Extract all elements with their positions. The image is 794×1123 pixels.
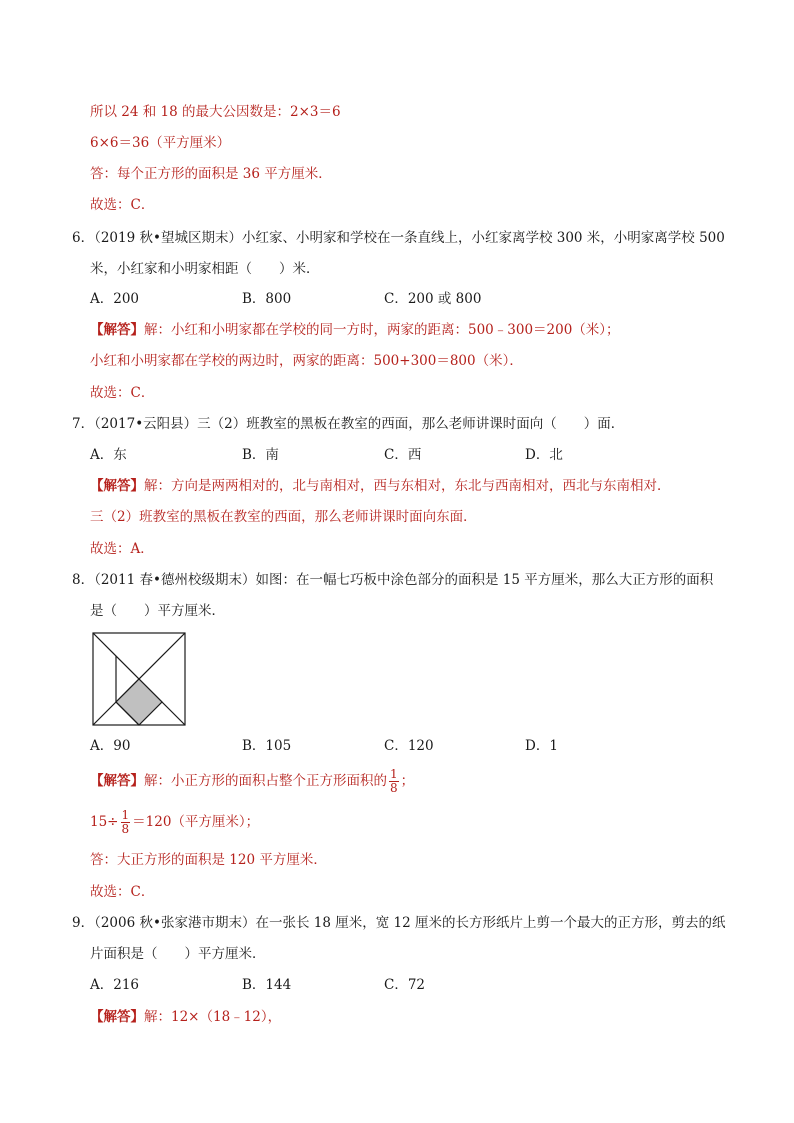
solution-line: 三（2）班教室的黑板在教室的西面，那么老师讲课时面向东面．: [90, 509, 477, 525]
option-a: A．216: [90, 977, 140, 993]
question-9-text: 9．（2006 秋•张家港市期末）在一张长 18 厘米，宽 12 厘米的长方形纸片上剪一个最大的正方形，剪去的纸: [72, 915, 726, 931]
fraction-numerator: 1: [390, 767, 398, 781]
answer-tag: 【解答】: [90, 322, 144, 338]
solution-line: 所以 24 和 18 的最大公因数是：2×3＝6: [90, 104, 341, 120]
option-c: C．西: [384, 447, 422, 463]
choice-line: 故选：C．: [90, 385, 155, 401]
option-a: A．90: [90, 738, 131, 754]
answer-tag: 【解答】: [90, 773, 144, 789]
answer-text: 解：小正方形的面积占整个正方形面积的: [144, 773, 387, 789]
solution-line: 6×6＝36（平方厘米）: [90, 135, 231, 151]
tangram-figure: [92, 632, 186, 726]
fraction-numerator: 1: [121, 808, 130, 822]
question-6-text-cont: 米，小红家和小明家相距（ ）米．: [90, 261, 320, 277]
option-b: B．105: [242, 738, 292, 754]
solution-line: [90, 807, 259, 837]
fraction: [389, 768, 399, 795]
solution-line: 答：每个正方形的面积是 36 平方厘米．: [90, 166, 332, 182]
option-d: D．1: [525, 738, 558, 754]
choice-line: 故选：A．: [90, 541, 154, 557]
answer-line: [90, 320, 620, 340]
question-8-text-cont: 是（ ）平方厘米．: [90, 603, 225, 619]
shaded-square: [116, 679, 162, 725]
option-c: C．72: [384, 977, 426, 993]
answer-text: 解：小红和小明家都在学校的同一方时，两家的距离：500﹣300＝200（米）；: [144, 322, 620, 338]
question-7-text: 7．（2017•云阳县）三（2）班教室的黑板在教室的西面，那么老师讲课时面向（ ）面．: [72, 416, 625, 432]
fraction-denominator: 8: [121, 822, 130, 836]
answer-line: [90, 766, 414, 796]
answer-tag: 【解答】: [90, 1009, 144, 1025]
piece-edge: [93, 702, 116, 725]
answer-line: [90, 1007, 281, 1027]
answer-text: 解：方向是两两相对的，北与南相对，西与东相对，东北与西南相对，西北与东南相对．: [144, 478, 671, 494]
choice-line: 故选：C．: [90, 197, 155, 213]
question-8-text: 8．（2011 春•德州校级期末）如图：在一幅七巧板中涂色部分的面积是 15 平方厘米，那么大正方形的面积: [72, 572, 714, 588]
solution-expr-end: ＝120（平方厘米）；: [132, 814, 260, 830]
solution-line: 小红和小明家都在学校的两边时，两家的距离：500+300＝800（米）．: [90, 353, 523, 369]
solution-line: 答：大正方形的面积是 120 平方厘米．: [90, 852, 327, 868]
fraction: [121, 809, 131, 836]
option-c: C．200 或 800: [384, 291, 482, 307]
answer-tag: 【解答】: [90, 478, 144, 494]
option-d: D．北: [525, 447, 563, 463]
choice-line: 故选：C．: [90, 884, 155, 900]
answer-text: 解：12×（18﹣12），: [144, 1009, 282, 1025]
fraction-denominator: 8: [390, 781, 398, 795]
solution-expr: 15÷: [90, 814, 119, 830]
option-b: B．南: [242, 447, 279, 463]
answer-text-end: ；: [400, 773, 415, 789]
option-c: C．120: [384, 738, 434, 754]
option-a: A．东: [90, 447, 127, 463]
question-9-text-cont: 片面积是（ ）平方厘米．: [90, 946, 266, 962]
option-b: B．800: [242, 291, 292, 307]
option-b: B．144: [242, 977, 292, 993]
option-a: A．200: [90, 291, 140, 307]
answer-line: [90, 476, 671, 496]
question-6-text: 6．（2019 秋•望城区期末）小红家、小明家和学校在一条直线上，小红家离学校 300 米，小明家离学校 500: [72, 230, 725, 246]
